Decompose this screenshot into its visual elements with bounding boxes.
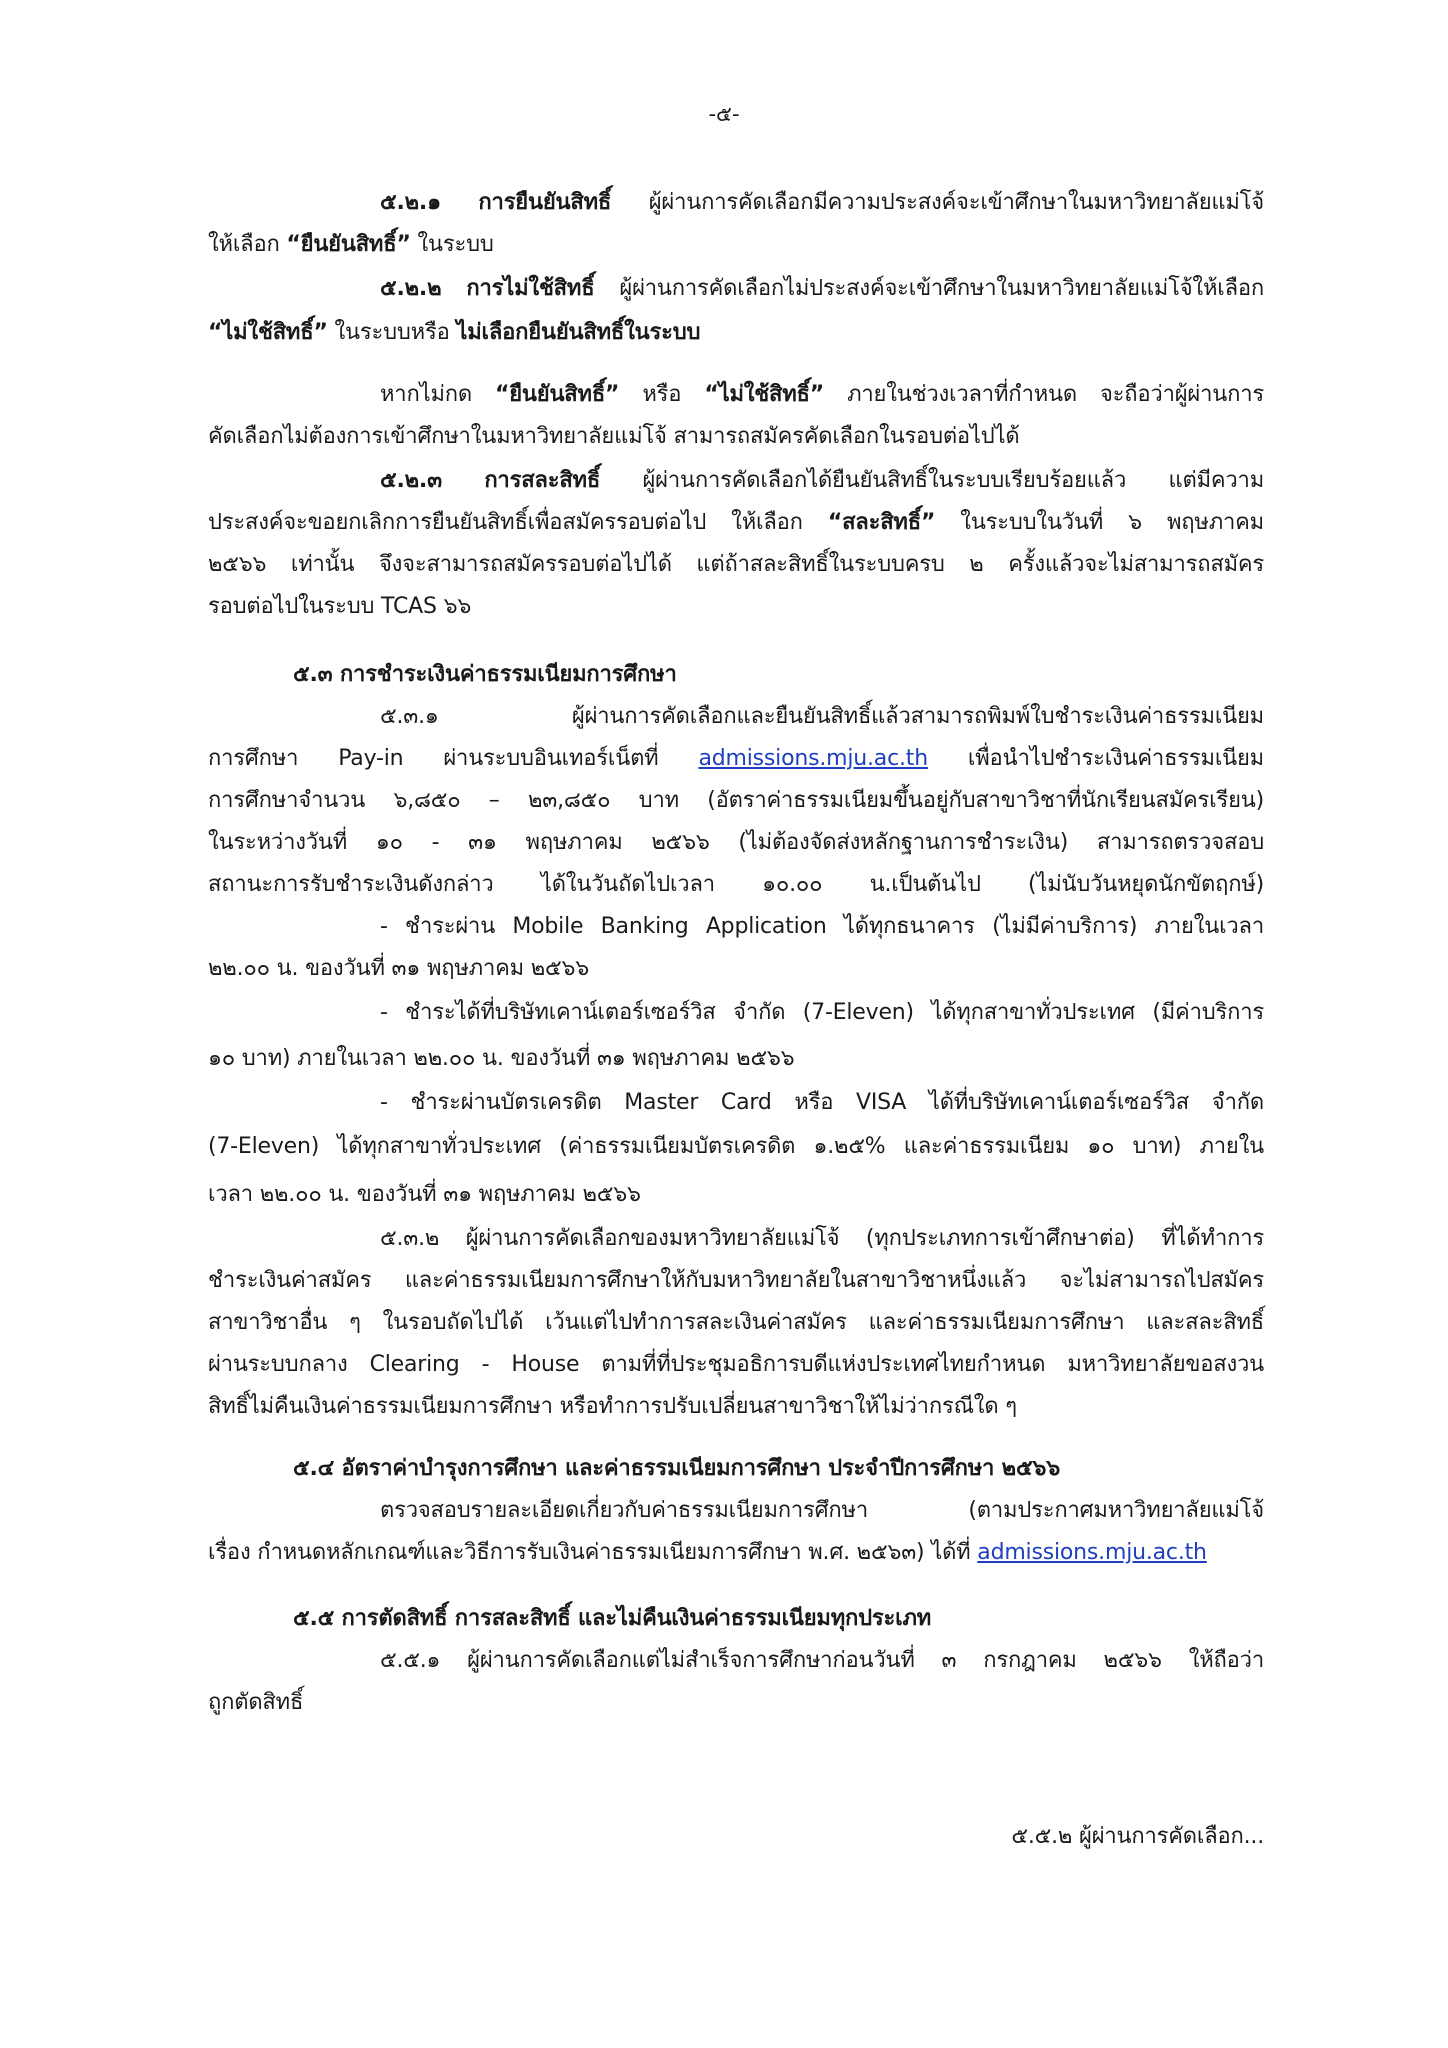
s53-bullet-1-line-2: ๒๒.๐๐ น. ของวันที่ ๓๑ พฤษภาคม ๒๕๖๖ xyxy=(208,956,590,981)
s522-text-2: ในระบบหรือ xyxy=(327,320,457,345)
admissions-link-2[interactable]: admissions.mju.ac.th xyxy=(977,1540,1207,1565)
s523-option: “สละสิทธิ์” xyxy=(827,510,936,535)
s521-text: ผู้ผ่านการคัดเลือกมีความประสงค์จะเข้าศึกษาในมหาวิทยาลัยแม่โจ้ xyxy=(611,190,1264,215)
s523-number: ๕.๒.๓ xyxy=(380,468,442,493)
s523-line-2 xyxy=(208,506,1264,540)
s54-line-1: ตรวจสอบรายละเอียดเกี่ยวกับค่าธรรมเนียมการศึกษา (ตามประกาศมหาวิทยาลัยแม่โจ้ xyxy=(380,1498,1264,1523)
s53-p1-line-3: การศึกษาจำนวน ๖,๘๕๐ – ๒๓,๘๕๐ บาท (อัตราค่าธรรมเนียมขึ้นอยู่กับสาขาวิชาที่นักเรียนสมัครเรียน) xyxy=(208,788,1264,813)
s53-bullet-3-line-3: เวลา ๒๒.๐๐ น. ของวันที่ ๓๑ พฤษภาคม ๒๕๖๖ xyxy=(208,1182,641,1207)
note-line-1 xyxy=(380,378,1264,412)
s53-p1-line-4: ในระหว่างวันที่ ๑๐ - ๓๑ พฤษภาคม ๒๕๖๖ (ไม่ต้องจัดส่งหลักฐานการชำระเงิน) สามารถตรวจสอบ xyxy=(208,830,1264,855)
s55-heading: ๕.๕ การตัดสิทธิ์ การสละสิทธิ์ และไม่คืนเงินค่าธรรมเนียมทุกประเภท xyxy=(293,1606,932,1631)
s53-p1-line-2 xyxy=(208,742,1264,776)
s53-bullet-1-line-1: - ชำระผ่าน Mobile Banking Application ได้ทุกธนาคาร (ไม่มีค่าบริการ) ภายในเวลา xyxy=(380,914,1264,939)
admissions-link[interactable]: admissions.mju.ac.th xyxy=(698,746,928,771)
note-line-2: คัดเลือกไม่ต้องการเข้าศึกษาในมหาวิทยาลัยแม่โจ้ สามารถสมัครคัดเลือกในรอบต่อไปได้ xyxy=(208,424,1020,449)
s521-text-2a: ให้เลือก xyxy=(208,232,287,257)
s523-text: ผู้ผ่านการคัดเลือกได้ยืนยันสิทธิ์ในระบบเรียบร้อยแล้ว แต่มีความ xyxy=(600,468,1264,493)
s53-bullet-2-line-1: - ชำระได้ที่บริษัทเคาน์เตอร์เซอร์วิส จำกัด (7-Eleven) ได้ทุกสาขาทั่วประเทศ (มีค่าบริการ xyxy=(380,1000,1264,1025)
s523-title: การสละสิทธิ์ xyxy=(484,468,601,493)
s53-p2-line-4: ผ่านระบบกลาง Clearing - House ตามที่ที่ประชุมอธิการบดีแห่งประเทศไทยกำหนด มหาวิทยาลัยขอสงวน xyxy=(208,1352,1264,1377)
s522-bold-end: ไม่เลือกยืนยันสิทธิ์ในระบบ xyxy=(456,320,701,345)
s523-l2a: ประสงค์จะขอยกเลิกการยืนยันสิทธิ์เพื่อสมัครรอบต่อไป ให้เลือก xyxy=(208,510,828,535)
s54-l2a: เรื่อง กำหนดหลักเกณฑ์และวิธีการรับเงินค่าธรรมเนียมการศึกษา พ.ศ. ๒๕๖๓) ได้ที่ xyxy=(208,1540,978,1565)
note-b: “ยืนยันสิทธิ์” xyxy=(494,382,620,407)
s522-line-2 xyxy=(208,316,1264,350)
s521-line-1 xyxy=(380,186,1264,220)
s521-option: “ยืนยันสิทธิ์” xyxy=(286,232,411,257)
continuation-text: ๕.๕.๒ ผู้ผ่านการคัดเลือก... xyxy=(1011,1824,1264,1849)
note-d: “ไม่ใช้สิทธิ์” xyxy=(704,382,825,407)
s522-title: การไม่ใช้สิทธิ์ xyxy=(466,276,595,301)
s53-p2-line-1: ๕.๓.๒ ผู้ผ่านการคัดเลือกของมหาวิทยาลัยแม่โจ้ (ทุกประเภทการเข้าศึกษาต่อ) ที่ได้ทำการ xyxy=(380,1226,1264,1251)
note-e: ภายในช่วงเวลาที่กำหนด จะถือว่าผู้ผ่านการ xyxy=(824,382,1264,407)
s53-heading: ๕.๓ การชำระเงินค่าธรรมเนียมการศึกษา xyxy=(293,662,677,687)
s53-p1-line-5: สถานะการรับชำระเงินดังกล่าว ได้ในวันถัดไปเวลา ๑๐.๐๐ น.เป็นต้นไป (ไม่นับวันหยุดนักขัตฤกษ์) xyxy=(208,872,1264,897)
note-a: หากไม่กด xyxy=(380,382,495,407)
s522-line-1 xyxy=(380,272,1264,306)
s523-l2b: ในระบบในวันที่ ๖ พฤษภาคม xyxy=(935,510,1264,535)
s53-p2-line-3: สาขาวิชาอื่น ๆ ในรอบถัดไปได้ เว้นแต่ไปทำการสละเงินค่าสมัคร และค่าธรรมเนียมการศึกษา และสละสิทธิ์ xyxy=(208,1310,1264,1335)
s53-bullet-3-line-1: - ชำระผ่านบัตรเครดิต Master Card หรือ VISA ได้ที่บริษัทเคาน์เตอร์เซอร์วิส จำกัด xyxy=(380,1090,1264,1115)
note-c: หรือ xyxy=(619,382,705,407)
s522-option: “ไม่ใช้สิทธิ์” xyxy=(208,320,328,345)
s54-line-2 xyxy=(208,1536,1264,1570)
s55-line-1: ๕.๕.๑ ผู้ผ่านการคัดเลือกแต่ไม่สำเร็จการศึกษาก่อนวันที่ ๓ กรกฎาคม ๒๕๖๖ ให้ถือว่า xyxy=(380,1648,1264,1673)
s523-line-4: รอบต่อไปในระบบ TCAS ๖๖ xyxy=(208,594,472,619)
s523-line-3: ๒๕๖๖ เท่านั้น จึงจะสามารถสมัครรอบต่อไปได้ แต่ถ้าสละสิทธิ์ในระบบครบ ๒ ครั้งแล้วจะไม่สามารถสมัคร xyxy=(208,552,1264,577)
s53-p1-line-1: ๕.๓.๑ ผู้ผ่านการคัดเลือกและยืนยันสิทธิ์แล้วสามารถพิมพ์ใบชำระเงินค่าธรรมเนียม xyxy=(380,704,1264,729)
s53-bullet-2-line-2: ๑๐ บาท) ภายในเวลา ๒๒.๐๐ น. ของวันที่ ๓๑ พฤษภาคม ๒๕๖๖ xyxy=(208,1046,795,1071)
s521-title: การยืนยันสิทธิ์ xyxy=(478,190,612,215)
page-number: -๕- xyxy=(708,102,740,126)
s53-p1-l2a: การศึกษา Pay-in ผ่านระบบอินเทอร์เน็ตที่ xyxy=(208,746,699,771)
s522-text: ผู้ผ่านการคัดเลือกไม่ประสงค์จะเข้าศึกษาในมหาวิทยาลัยแม่โจ้ให้เลือก xyxy=(594,276,1264,301)
s521-line-2 xyxy=(208,228,1264,262)
s522-number: ๕.๒.๒ xyxy=(380,276,442,301)
s521-number: ๕.๒.๑ xyxy=(380,190,441,215)
s53-p2-line-5: สิทธิ์ไม่คืนเงินค่าธรรมเนียมการศึกษา หรือทำการปรับเปลี่ยนสาขาวิชาให้ไม่ว่ากรณีใด ๆ xyxy=(208,1394,1017,1419)
s54-heading: ๕.๔ อัตราค่าบำรุงการศึกษา และค่าธรรมเนียมการศึกษา ประจำปีการศึกษา ๒๕๖๖ xyxy=(293,1456,1060,1481)
s521-text-2b: ในระบบ xyxy=(410,232,494,257)
s55-line-2: ถูกตัดสิทธิ์ xyxy=(208,1690,304,1715)
s53-p2-line-2: ชำระเงินค่าสมัคร และค่าธรรมเนียมการศึกษาให้กับมหาวิทยาลัยในสาขาวิชาหนึ่งแล้ว จะไม่สามารถไปสมัคร xyxy=(208,1268,1264,1293)
s523-line-1 xyxy=(380,464,1264,498)
s53-p1-l2b: เพื่อนำไปชำระเงินค่าธรรมเนียม xyxy=(927,746,1264,771)
s53-bullet-3-line-2: (7-Eleven) ได้ทุกสาขาทั่วประเทศ (ค่าธรรมเนียมบัตรเครดิต ๑.๒๕% และค่าธรรมเนียม ๑๐ บาท) ภายใน xyxy=(208,1134,1264,1159)
